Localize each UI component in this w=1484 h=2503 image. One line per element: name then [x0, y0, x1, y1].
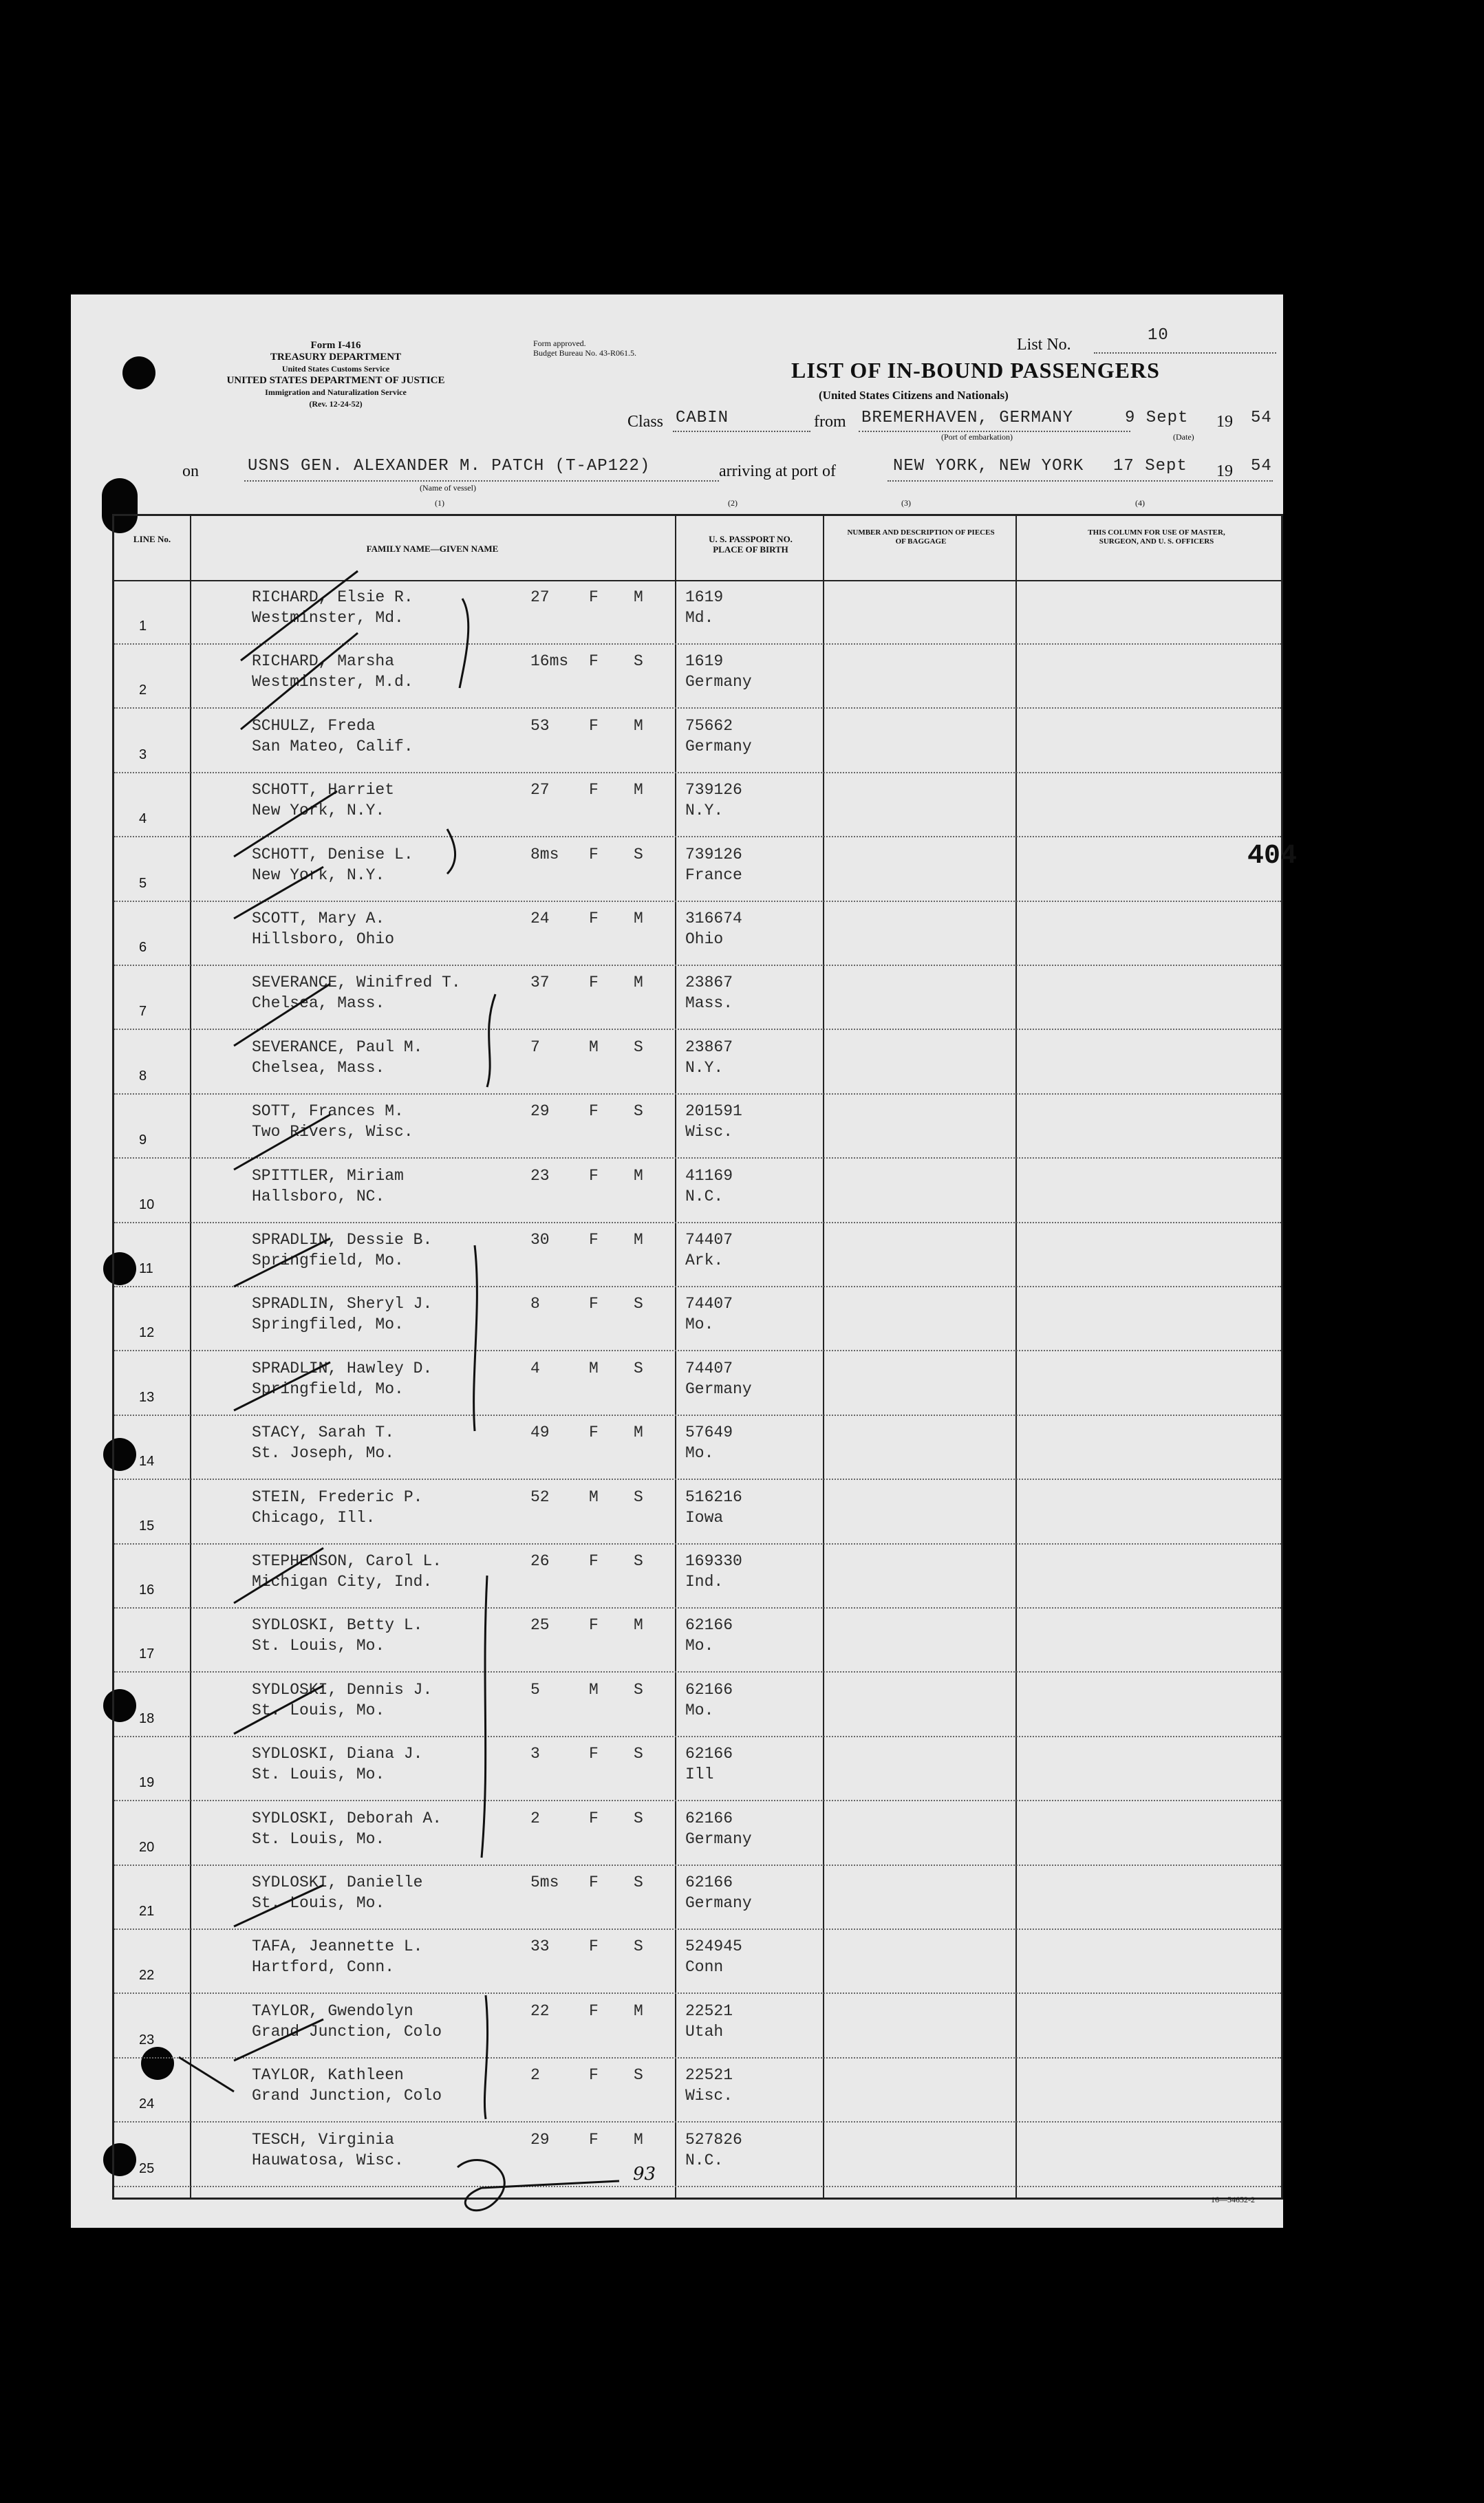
line-number: 16: [139, 1582, 155, 1598]
residence: Springfield, Mo.: [252, 1379, 404, 1398]
passport-number: 41169: [685, 1166, 733, 1185]
passenger-name: RICHARD, Marsha: [252, 652, 395, 671]
line-number: 1: [139, 619, 147, 634]
age: 4: [530, 1359, 540, 1377]
line-number: 19: [139, 1775, 155, 1791]
residence: St. Louis, Mo.: [252, 1765, 385, 1784]
place-of-birth: Germany: [685, 673, 752, 691]
age: 29: [530, 2130, 550, 2149]
marital-status: S: [634, 1680, 643, 1699]
port-of-embarkation: BREMERHAVEN, GERMANY: [861, 409, 1074, 427]
passenger-name: SPRADLIN, Dessie B.: [252, 1231, 433, 1249]
passport-number: 74407: [685, 1359, 733, 1377]
age: 52: [530, 1487, 550, 1506]
place-of-birth: Mo.: [685, 1701, 714, 1719]
sex: F: [589, 716, 599, 735]
line-number: 23: [139, 2032, 155, 2048]
age: 53: [530, 716, 550, 735]
line-number: 25: [139, 2160, 155, 2176]
age: 25: [530, 1616, 550, 1635]
sex: F: [589, 1102, 599, 1121]
marital-status: S: [634, 1102, 643, 1121]
passport-number: 527826: [685, 2130, 742, 2149]
passenger-name: TESCH, Virginia: [252, 2130, 395, 2149]
sex: M: [589, 1487, 599, 1506]
place-of-birth: N.Y.: [685, 1058, 724, 1077]
treasury-dept: TREASURY DEPARTMENT: [270, 352, 402, 363]
arrival-year: 54: [1251, 457, 1272, 475]
passport-number: 524945: [685, 1937, 742, 1956]
age: 49: [530, 1424, 550, 1442]
marital-status: S: [634, 2066, 643, 2085]
budget-bureau: Budget Bureau No. 43-R061.5.: [533, 348, 636, 358]
place-of-birth: N.C.: [685, 1187, 724, 1205]
passport-number: 201591: [685, 1102, 742, 1121]
place-of-birth: Md.: [685, 609, 714, 627]
passenger-name: SYDLOSKI, Dennis J.: [252, 1680, 433, 1699]
age: 30: [530, 1231, 550, 1249]
place-of-birth: Utah: [685, 2022, 724, 2041]
list-no-label: List No.: [1017, 336, 1071, 354]
age: 26: [530, 1552, 550, 1570]
residence: St. Louis, Mo.: [252, 1829, 385, 1848]
passenger-name: SPRADLIN, Hawley D.: [252, 1359, 433, 1377]
residence: Michigan City, Ind.: [252, 1573, 433, 1591]
place-of-birth: Mo.: [685, 1444, 714, 1463]
footer-code: 16—54652-2: [1211, 2195, 1255, 2204]
place-of-birth: Germany: [685, 1379, 752, 1398]
age: 22: [530, 2001, 550, 2020]
residence: Chicago, Ill.: [252, 1508, 376, 1527]
sex: F: [589, 2001, 599, 2020]
sex: F: [589, 1295, 599, 1313]
passenger-name: TAFA, Jeannette L.: [252, 1937, 423, 1956]
passenger-name: TAYLOR, Kathleen: [252, 2066, 404, 2085]
passenger-name: SYDLOSKI, Betty L.: [252, 1616, 423, 1635]
marital-status: M: [634, 588, 643, 606]
passenger-name: SCHOTT, Harriet: [252, 781, 395, 799]
residence: Chelsea, Mass.: [252, 994, 385, 1013]
sex: F: [589, 974, 599, 992]
revision: (Rev. 12-24-52): [309, 399, 363, 409]
sex: F: [589, 1745, 599, 1763]
residence: Westminster, Md.: [252, 609, 404, 627]
passenger-name: SPITTLER, Miriam: [252, 1166, 404, 1185]
age: 8: [530, 1295, 540, 1313]
sex: F: [589, 1809, 599, 1827]
stamp-number: 404: [1247, 841, 1298, 872]
passport-number: 22521: [685, 2001, 733, 2020]
age: 8ms: [530, 845, 559, 863]
passport-number: 739126: [685, 781, 742, 799]
place-of-birth: N.Y.: [685, 802, 724, 820]
place-of-birth: Conn: [685, 1958, 724, 1977]
marital-status: S: [634, 1295, 643, 1313]
line-number: 17: [139, 1646, 155, 1662]
year-prefix: 19: [1216, 413, 1233, 431]
line-number: 2: [139, 683, 147, 698]
list-no-value: 10: [1148, 326, 1169, 345]
marital-status: S: [634, 652, 643, 671]
passenger-name: STEIN, Frederic P.: [252, 1487, 423, 1506]
header-baggage: NUMBER AND DESCRIPTION OF PIECES OF BAGGAGE: [847, 528, 995, 546]
residence: Hillsboro, Ohio: [252, 930, 395, 948]
sex: F: [589, 1873, 599, 1891]
place-of-birth: N.C.: [685, 2151, 724, 2169]
marital-status: M: [634, 1166, 643, 1185]
passport-number: 62166: [685, 1873, 733, 1891]
embark-date: 9 Sept: [1125, 409, 1189, 427]
passenger-name: SCHULZ, Freda: [252, 716, 376, 735]
form-approved: Form approved.: [533, 339, 586, 348]
class-value: CABIN: [676, 409, 729, 427]
line-number: 24: [139, 2096, 155, 2112]
passport-number: 1619: [685, 588, 724, 606]
marital-status: M: [634, 1231, 643, 1249]
arrival-year-prefix: 19: [1216, 462, 1233, 480]
marital-status: S: [634, 1552, 643, 1570]
arrival-port: NEW YORK, NEW YORK: [893, 457, 1084, 475]
age: 5ms: [530, 1873, 559, 1891]
age: 23: [530, 1166, 550, 1185]
passport-number: 739126: [685, 845, 742, 863]
marital-status: S: [634, 1873, 643, 1891]
line-number: 7: [139, 1004, 147, 1020]
residence: Westminster, M.d.: [252, 673, 413, 691]
age: 2: [530, 2066, 540, 2085]
place-of-birth: Mo.: [685, 1315, 714, 1334]
header-line-no: LINE No.: [133, 534, 171, 544]
passenger-name: STEPHENSON, Carol L.: [252, 1552, 442, 1570]
age: 5: [530, 1680, 540, 1699]
header-officers: THIS COLUMN FOR USE OF MASTER, SURGEON, AND U. S. OFFICERS: [1088, 528, 1225, 546]
marital-status: S: [634, 1359, 643, 1377]
age: 3: [530, 1745, 540, 1763]
passport-number: 62166: [685, 1616, 733, 1635]
age: 29: [530, 1102, 550, 1121]
marital-status: M: [634, 1424, 643, 1442]
passport-number: 74407: [685, 1231, 733, 1249]
line-number: 5: [139, 875, 147, 891]
marital-status: S: [634, 1745, 643, 1763]
date-caption: (Date): [1173, 432, 1194, 442]
residence: Grand Junction, Colo: [252, 2022, 442, 2041]
sex: F: [589, 2066, 599, 2085]
marital-status: M: [634, 716, 643, 735]
passport-number: 62166: [685, 1680, 733, 1699]
passenger-name: SCOTT, Mary A.: [252, 910, 385, 927]
line-number: 15: [139, 1518, 155, 1534]
place-of-birth: Wisc.: [685, 1123, 733, 1141]
marital-status: M: [634, 974, 643, 992]
residence: Hauwatosa, Wisc.: [252, 2151, 404, 2169]
residence: St. Louis, Mo.: [252, 1637, 385, 1655]
page-title: LIST OF IN-BOUND PASSENGERS: [791, 358, 1160, 383]
passenger-name: SEVERANCE, Winifred T.: [252, 974, 461, 992]
place-of-birth: Ohio: [685, 930, 724, 948]
residence: St. Louis, Mo.: [252, 1701, 385, 1719]
passport-number: 1619: [685, 652, 724, 671]
age: 27: [530, 588, 550, 606]
marital-status: S: [634, 1038, 643, 1056]
sex: F: [589, 652, 599, 671]
line-number: 4: [139, 811, 147, 827]
handwritten-note: 93: [633, 2164, 656, 2184]
place-of-birth: Germany: [685, 737, 752, 755]
passport-number: 169330: [685, 1552, 742, 1570]
customs-service: United States Customs Service: [281, 364, 390, 374]
line-number: 10: [139, 1196, 155, 1212]
passport-number: 23867: [685, 974, 733, 992]
passenger-name: TAYLOR, Gwendolyn: [252, 2001, 413, 2020]
arrival-date: 17 Sept: [1113, 457, 1187, 475]
residence: St. Joseph, Mo.: [252, 1444, 395, 1463]
line-number: 3: [139, 746, 147, 762]
passenger-name: SCHOTT, Denise L.: [252, 845, 413, 863]
passport-number: 22521: [685, 2066, 733, 2085]
residence: Springfield, Mo.: [252, 1252, 404, 1269]
line-number: 11: [139, 1261, 153, 1276]
passport-number: 23867: [685, 1038, 733, 1056]
passport-number: 57649: [685, 1424, 733, 1442]
place-of-birth: France: [685, 866, 742, 884]
passport-number: 62166: [685, 1745, 733, 1763]
passenger-name: SYDLOSKI, Deborah A.: [252, 1809, 442, 1827]
sex: F: [589, 1552, 599, 1570]
port-embark-caption: (Port of embarkation): [941, 432, 1013, 442]
col4-caption: (4): [1135, 498, 1145, 508]
residence: San Mateo, Calif.: [252, 737, 413, 755]
age: 27: [530, 781, 550, 799]
sex: F: [589, 781, 599, 799]
residence: New York, N.Y.: [252, 802, 385, 820]
age: 24: [530, 910, 550, 927]
place-of-birth: Germany: [685, 1829, 752, 1848]
from-label: from: [814, 413, 846, 431]
place-of-birth: Mass.: [685, 994, 733, 1013]
embark-year: 54: [1251, 409, 1272, 427]
justice-dept: UNITED STATES DEPARTMENT OF JUSTICE: [226, 375, 445, 386]
passport-number: 75662: [685, 716, 733, 735]
page-subtitle: (United States Citizens and Nationals): [819, 389, 1009, 402]
on-label: on: [182, 462, 199, 480]
vessel-caption: (Name of vessel): [420, 483, 476, 493]
age: 2: [530, 1809, 540, 1827]
line-number: 14: [139, 1454, 155, 1470]
line-number: 9: [139, 1132, 147, 1148]
sex: F: [589, 1166, 599, 1185]
residence: Hartford, Conn.: [252, 1958, 395, 1977]
form-number: Form I-416: [310, 340, 361, 351]
marital-status: S: [634, 1809, 643, 1827]
col1-caption: (1): [435, 498, 444, 508]
sex: F: [589, 1231, 599, 1249]
place-of-birth: Wisc.: [685, 2087, 733, 2105]
passenger-name: SYDLOSKI, Danielle: [252, 1873, 423, 1891]
passport-number: 516216: [685, 1487, 742, 1506]
place-of-birth: Iowa: [685, 1508, 724, 1527]
passenger-name: SEVERANCE, Paul M.: [252, 1038, 423, 1056]
header-passport: U. S. PASSPORT NO. PLACE OF BIRTH: [709, 534, 793, 555]
marital-status: M: [634, 2130, 643, 2149]
sex: F: [589, 588, 599, 606]
residence: Chelsea, Mass.: [252, 1058, 385, 1077]
marital-status: S: [634, 1937, 643, 1956]
place-of-birth: Ark.: [685, 1252, 724, 1269]
passport-number: 74407: [685, 1295, 733, 1313]
sex: F: [589, 910, 599, 927]
marital-status: M: [634, 1616, 643, 1635]
residence: Hallsboro, NC.: [252, 1187, 385, 1205]
passenger-name: RICHARD, Elsie R.: [252, 588, 413, 606]
residence: Grand Junction, Colo: [252, 2087, 442, 2105]
sex: F: [589, 1424, 599, 1442]
marital-status: M: [634, 910, 643, 927]
sex: F: [589, 2130, 599, 2149]
line-number: 12: [139, 1325, 155, 1341]
sex: M: [589, 1038, 599, 1056]
line-number: 20: [139, 1839, 155, 1855]
vessel-name: USNS GEN. ALEXANDER M. PATCH (T-AP122): [248, 457, 651, 475]
arriving-label: arriving at port of: [719, 462, 836, 480]
passport-number: 62166: [685, 1809, 733, 1827]
ins-service: Immigration and Naturalization Service: [265, 387, 407, 397]
residence: New York, N.Y.: [252, 866, 385, 884]
line-number: 13: [139, 1389, 155, 1405]
passport-number: 316674: [685, 910, 742, 927]
marital-status: M: [634, 781, 643, 799]
passenger-name: SPRADLIN, Sheryl J.: [252, 1295, 433, 1313]
passenger-name: SYDLOSKI, Diana J.: [252, 1745, 423, 1763]
line-number: 21: [139, 1904, 155, 1919]
line-number: 22: [139, 1968, 155, 1984]
age: 37: [530, 974, 550, 992]
sex: M: [589, 1680, 599, 1699]
place-of-birth: Germany: [685, 1894, 752, 1912]
residence: Springfiled, Mo.: [252, 1315, 404, 1334]
sex: F: [589, 1616, 599, 1635]
passenger-name: SOTT, Frances M.: [252, 1102, 404, 1121]
place-of-birth: Mo.: [685, 1637, 714, 1655]
passenger-name: STACY, Sarah T.: [252, 1424, 395, 1442]
residence: Two Rivers, Wisc.: [252, 1123, 413, 1141]
place-of-birth: Ind.: [685, 1573, 724, 1591]
marital-status: M: [634, 2001, 643, 2020]
line-number: 8: [139, 1068, 147, 1084]
age: 16ms: [530, 652, 569, 671]
sex: F: [589, 1937, 599, 1956]
sex: F: [589, 845, 599, 863]
marital-status: S: [634, 845, 643, 863]
age: 33: [530, 1937, 550, 1956]
col3-caption: (3): [901, 498, 911, 508]
sex: M: [589, 1359, 599, 1377]
class-label: Class: [627, 413, 664, 431]
residence: St. Louis, Mo.: [252, 1894, 385, 1912]
line-number: 6: [139, 940, 147, 955]
place-of-birth: Ill: [685, 1765, 714, 1784]
age: 7: [530, 1038, 540, 1056]
line-number: 18: [139, 1710, 155, 1726]
marital-status: S: [634, 1487, 643, 1506]
header-name: FAMILY NAME—GIVEN NAME: [366, 544, 499, 554]
col2-caption: (2): [728, 498, 738, 508]
